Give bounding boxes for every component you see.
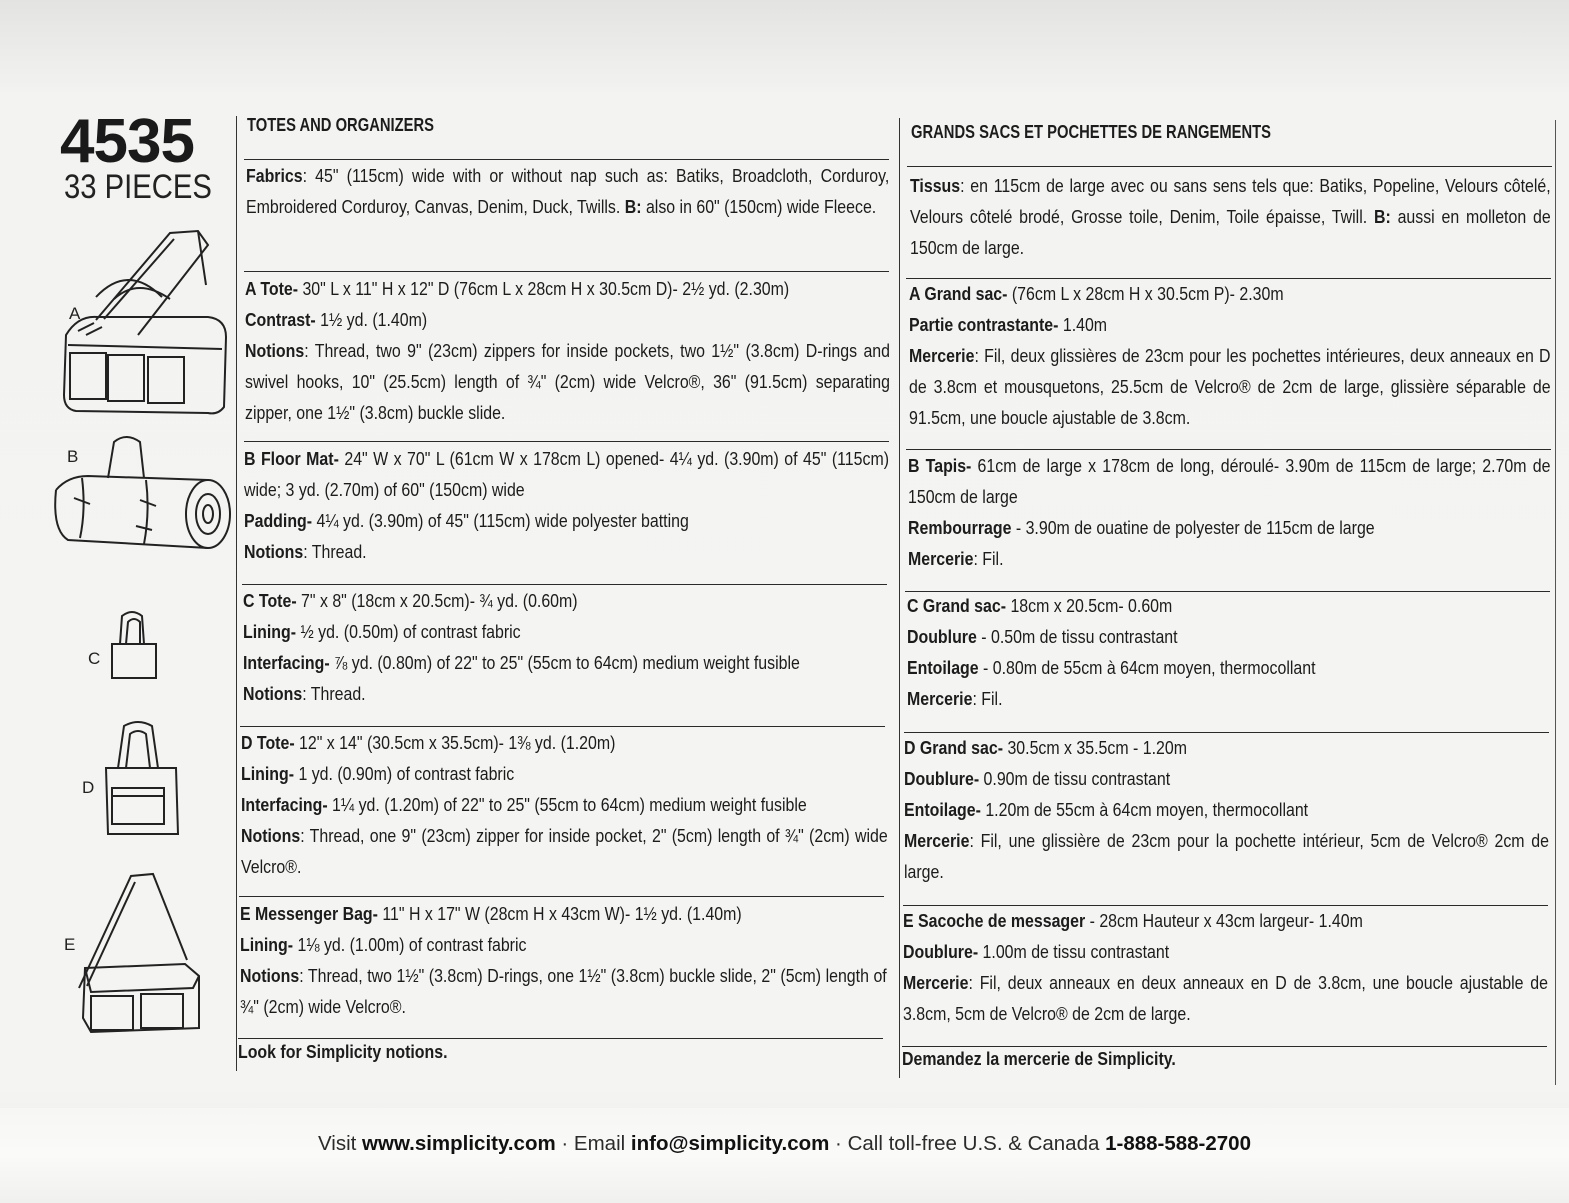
- en-rule-6: [239, 896, 884, 897]
- fr-view-c-block: [907, 590, 1549, 714]
- fr-e-l1-label: E Sacoche de messager: [903, 910, 1086, 931]
- fr-e-l2-label: Doublure-: [903, 941, 979, 962]
- fr-c-l3-text: - 0.80m de 55cm à 64cm moyen, thermocollant: [978, 657, 1316, 678]
- fr-view-b-block: [908, 450, 1550, 574]
- en-d-l4-text: : Thread, one 9" (23cm) zipper for inside pocket, 2" (5cm) length of ¾" (2cm) wide Velcro®.: [241, 825, 888, 877]
- fr-e-l3-label: Mercerie: [903, 972, 969, 993]
- en-rule-3: [244, 441, 889, 442]
- en-a-l2-label: Contrast-: [245, 309, 316, 330]
- fr-b-l1-label: B Tapis-: [908, 455, 972, 476]
- fr-fabrics-text: : en 115cm de large avec ou sans sens tels que: Batiks, Popeline, Velours côtelé, Velours côtelé brodé, Grosse toile, Denim, Toile épaisse, Twill.: [910, 175, 1551, 227]
- fr-c-l1-label: C Grand sac-: [907, 595, 1007, 616]
- fr-a-l3-text: : Fil, deux glissières de 23cm pour les pochettes intérieures, deux anneaux en D de 3.8cm et mousquetons, 25.5cm de Velcro® de 2cm de large, glissière séparable de 91.5cm, une boucle ajustable de 3.8cm.: [909, 345, 1551, 428]
- en-d-l2-label: Lining-: [241, 763, 295, 784]
- fr-a-l2-text: 1.40m: [1058, 314, 1108, 335]
- en-e-l2-label: Lining-: [240, 934, 294, 955]
- column-divider-left: [236, 116, 237, 1071]
- footer-phone[interactable]: 1-888-588-2700: [1105, 1132, 1251, 1155]
- fr-c-l4-label: Mercerie: [907, 688, 973, 709]
- view-label-c: C: [88, 649, 101, 668]
- en-c-l1-label: C Tote-: [243, 590, 297, 611]
- fr-fabrics-block: [910, 170, 1551, 263]
- fr-a-l1-text: (76cm L x 28cm H x 30.5cm P)- 2.30m: [1007, 283, 1284, 304]
- fr-a-l1-label: A Grand sac-: [909, 283, 1008, 304]
- en-view-d-block: [241, 727, 888, 882]
- en-e-l1-text: 11" H x 17" W (28cm H x 43cm W)- 1½ yd. (1.40m): [377, 903, 742, 924]
- fr-e-l2-text: 1.00m de tissu contrastant: [978, 941, 1170, 962]
- en-b-l3-label: Notions: [244, 541, 304, 562]
- fr-rule-1: [907, 166, 1552, 167]
- fr-a-l2-label: Partie contrastante-: [909, 314, 1059, 335]
- column-divider-middle: [899, 118, 900, 1078]
- column-divider-right: [1555, 120, 1556, 1085]
- fr-d-l4-label: Mercerie: [904, 830, 970, 851]
- footer-visit: Visit: [317, 1132, 363, 1155]
- footer-email-link[interactable]: info@simplicity.com: [630, 1132, 830, 1155]
- pieces-count: 33 PIECES: [64, 168, 212, 206]
- en-c-l3-label: Interfacing-: [243, 652, 330, 673]
- fr-b-l1-text: 61cm de large x 178cm de long, déroulé- 3.90m de 115cm de large; 2.70m de 150cm de large: [908, 455, 1551, 507]
- fr-c-l4-text: : Fil.: [972, 688, 1003, 709]
- floor-mat-b-sketch: [48, 430, 233, 560]
- en-view-c-block: [243, 585, 888, 709]
- en-d-l4-label: Notions: [241, 825, 301, 846]
- view-label-e: E: [64, 935, 76, 954]
- tote-c-sketch: [108, 608, 163, 688]
- en-a-l1-label: A Tote-: [245, 278, 299, 299]
- contact-footer: [0, 1132, 1569, 1156]
- tote-d-sketch: [100, 718, 185, 843]
- view-label-d: D: [82, 778, 95, 797]
- en-e-l3-label: Notions: [240, 965, 300, 986]
- en-view-a-block: [245, 273, 890, 428]
- fr-d-l2-label: Doublure-: [904, 768, 980, 789]
- en-c-l2-text: ½ yd. (0.50m) of contrast fabric: [296, 621, 521, 642]
- fr-d-l2-text: 0.90m de tissu contrastant: [979, 768, 1171, 789]
- fr-fabrics-b-label: B:: [1373, 206, 1391, 227]
- en-c-l4-label: Notions: [243, 683, 303, 704]
- en-a-l3-text: : Thread, two 9" (23cm) zippers for inside pockets, two 1½" (3.8cm) D-rings and swivel hooks, 10" (25.5cm) length of ¾" (2cm) wide Velcro®, 36" (91.5cm) separating zipper, one 1½" (3.8cm) buckle slide.: [245, 340, 890, 423]
- tote-a-sketch: [58, 225, 233, 420]
- en-fabrics-label: Fabrics: [246, 165, 303, 186]
- en-c-l4-text: : Thread.: [302, 683, 366, 704]
- fr-e-l3-text: : Fil, deux anneaux en deux anneaux en D de 3.8cm, une boucle ajustable de 3.8cm, 5cm de Velcro® de 2cm de large.: [903, 972, 1548, 1024]
- fr-look-for-notions: Demandez la mercerie de Simplicity.: [902, 1048, 1176, 1069]
- en-e-l2-text: 1⅛ yd. (1.00m) of contrast fabric: [293, 934, 527, 955]
- fr-c-l1-text: 18cm x 20.5cm- 0.60m: [1006, 595, 1173, 616]
- en-view-b-block: [244, 443, 889, 567]
- en-c-l1-text: 7" x 8" (18cm x 20.5cm)- ¾ yd. (0.60m): [296, 590, 578, 611]
- en-fabrics-b-label: B:: [624, 196, 642, 217]
- en-e-l1-label: E Messenger Bag-: [240, 903, 378, 924]
- en-d-l1-label: D Tote-: [241, 732, 295, 753]
- en-d-l3-label: Interfacing-: [241, 794, 328, 815]
- fr-d-l1-text: 30.5cm x 35.5cm - 1.20m: [1003, 737, 1187, 758]
- en-fabrics-b-text: also in 60" (150cm) wide Fleece.: [641, 196, 877, 217]
- fr-d-l1-label: D Grand sac-: [904, 737, 1004, 758]
- fr-e-l1-text: - 28cm Hauteur x 43cm largeur- 1.40m: [1085, 910, 1363, 931]
- fr-view-d-block: [904, 732, 1549, 887]
- view-label-a: A: [69, 304, 81, 323]
- footer-website-link[interactable]: www.simplicity.com: [362, 1132, 556, 1155]
- fr-rule-7: [902, 1046, 1547, 1047]
- en-fabrics-block: [246, 160, 889, 222]
- en-c-l3-text: ⅞ yd. (0.80m) of 22" to 25" (55cm to 64cm) medium weight fusible: [329, 652, 800, 673]
- messenger-bag-e-sketch: [75, 868, 210, 1043]
- en-look-for-notions: Look for Simplicity notions.: [238, 1041, 448, 1062]
- envelope-flap: [0, 0, 1569, 92]
- pattern-number: 4535: [60, 107, 194, 176]
- en-a-l3-label: Notions: [245, 340, 305, 361]
- en-rule-7: [238, 1038, 883, 1039]
- en-a-l1-text: 30" L x 11" H x 12" D (76cm L x 28cm H x 30.5cm D)- 2½ yd. (2.30m): [298, 278, 790, 299]
- en-b-l3-text: : Thread.: [303, 541, 367, 562]
- fr-d-l3-text: 1.20m de 55cm à 64cm moyen, thermocollant: [980, 799, 1309, 820]
- fr-view-a-block: [909, 278, 1551, 433]
- fr-b-l3-label: Mercerie: [908, 548, 974, 569]
- en-b-l2-label: Padding-: [244, 510, 313, 531]
- fr-fabrics-b-text: aussi en molleton de 150cm de large.: [910, 206, 1551, 258]
- en-b-l1-text: 24" W x 70" L (61cm W x 178cm L) opened- 4¼ yd. (3.90m) of 45" (115cm) wide; 3 yd. (2.70m) of 60" (150cm) wide: [244, 448, 889, 500]
- fr-c-l2-text: - 0.50m de tissu contrastant: [976, 626, 1178, 647]
- en-fabrics-text: : 45" (115cm) wide with or without nap such as: Batiks, Broadcloth, Corduroy, Embroidered Corduroy, Canvas, Denim, Duck, Twills.: [246, 165, 890, 217]
- view-label-b: B: [67, 447, 79, 466]
- en-view-e-block: [240, 898, 887, 1022]
- en-d-l2-text: 1 yd. (0.90m) of contrast fabric: [294, 763, 515, 784]
- footer-call-prefix: · Call toll-free U.S. & Canada: [829, 1132, 1106, 1155]
- en-c-l2-label: Lining-: [243, 621, 297, 642]
- fr-d-l4-text: : Fil, une glissière de 23cm pour la pochette intérieur, 5cm de Velcro® 2cm de large.: [904, 830, 1549, 882]
- en-a-l2-text: 1½ yd. (1.40m): [315, 309, 428, 330]
- footer-email-prefix: · Email: [555, 1132, 631, 1155]
- fr-c-l3-label: Entoilage: [907, 657, 979, 678]
- en-column-title: TOTES AND ORGANIZERS: [247, 115, 434, 135]
- fr-b-l3-text: : Fil.: [973, 548, 1004, 569]
- en-e-l3-text: : Thread, two 1½" (3.8cm) D-rings, one 1½" (3.8cm) buckle slide, 2" (5cm) length of ¾" (2cm) wide Velcro®.: [240, 965, 887, 1017]
- fr-d-l3-label: Entoilage-: [904, 799, 981, 820]
- en-d-l1-text: 12" x 14" (30.5cm x 35.5cm)- 1⅜ yd. (1.20m): [294, 732, 616, 753]
- fr-column-title: GRANDS SACS ET POCHETTES DE RANGEMENTS: [911, 122, 1272, 142]
- en-b-l2-text: 4¼ yd. (3.90m) of 45" (115cm) wide polyester batting: [312, 510, 689, 531]
- fr-b-l2-label: Rembourrage: [908, 517, 1012, 538]
- fr-fabrics-label: Tissus: [910, 175, 961, 196]
- fr-b-l2-text: - 3.90m de ouatine de polyester de 115cm de large: [1011, 517, 1375, 538]
- en-rule-2: [244, 271, 889, 272]
- fr-view-e-block: [903, 905, 1548, 1029]
- en-d-l3-text: 1¼ yd. (1.20m) of 22" to 25" (55cm to 64cm) medium weight fusible: [327, 794, 807, 815]
- en-b-l1-label: B Floor Mat-: [244, 448, 339, 469]
- fr-a-l3-label: Mercerie: [909, 345, 975, 366]
- fr-c-l2-label: Doublure: [907, 626, 977, 647]
